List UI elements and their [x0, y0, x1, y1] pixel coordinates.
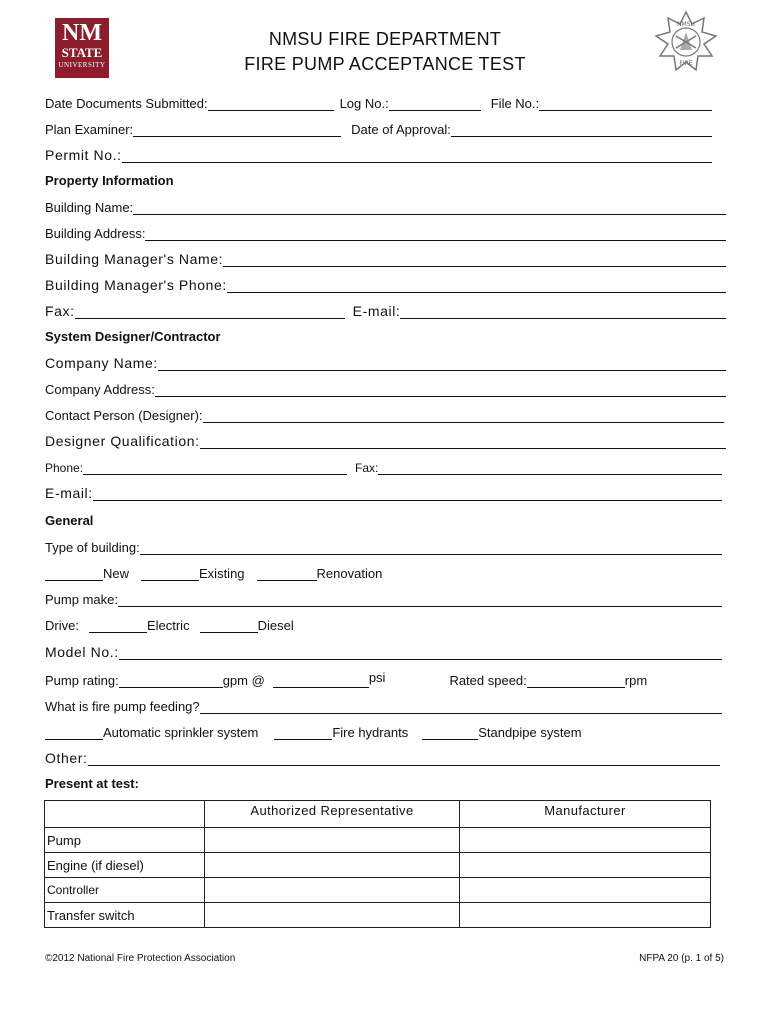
plan-examiner-field[interactable] — [133, 122, 341, 137]
renovation-label: Renovation — [316, 566, 383, 581]
pump-make-label: Pump make: — [45, 592, 118, 607]
electric-label: Electric — [146, 618, 190, 633]
file-no-field[interactable] — [539, 96, 712, 111]
feeding-field[interactable] — [200, 699, 722, 714]
other-row — [45, 748, 726, 766]
standpipe-field[interactable] — [422, 725, 478, 740]
property-fax-email-row — [45, 301, 726, 319]
table-cell[interactable] — [205, 828, 460, 853]
col-authorized-representative: Authorized Representative — [205, 801, 460, 828]
permit-no-field[interactable] — [122, 148, 712, 163]
log-no-field[interactable] — [389, 96, 481, 111]
type-building-field[interactable] — [140, 540, 722, 555]
hydrants-field[interactable] — [274, 725, 332, 740]
gpm-field[interactable] — [119, 673, 223, 688]
renovation-field[interactable] — [257, 566, 317, 581]
designer-phone-fax-row — [45, 457, 726, 475]
designer-email-label: E-mail: — [45, 485, 93, 501]
table-cell[interactable] — [205, 853, 460, 878]
hydrants-label: Fire hydrants — [332, 725, 409, 740]
building-name-row — [45, 197, 726, 215]
designer-phone-label: Phone: — [45, 461, 84, 475]
auto-sprinkler-field[interactable] — [45, 725, 103, 740]
new-field[interactable] — [45, 566, 103, 581]
company-address-field[interactable] — [155, 382, 726, 397]
designer-fax-label: Fax: — [355, 461, 379, 475]
other-label: Other: — [45, 750, 88, 766]
page-subtitle: FIRE PUMP ACCEPTANCE TEST — [244, 54, 526, 74]
designer-email-row — [45, 483, 726, 501]
psi-label: psi — [368, 670, 386, 685]
logo-university: UNIVERSITY — [58, 61, 106, 69]
logo-nm: NM — [62, 20, 102, 46]
auto-sprinkler-label: Automatic sprinkler system — [103, 725, 259, 740]
other-field[interactable] — [88, 751, 720, 766]
date-approval-label: Date of Approval: — [351, 122, 451, 137]
property-fax-label: Fax: — [45, 303, 75, 319]
feeding-options-row — [45, 722, 726, 740]
table-cell[interactable] — [460, 878, 711, 903]
drive-row — [45, 615, 726, 633]
designer-fax-field[interactable] — [378, 460, 722, 475]
date-submitted-label: Date Documents Submitted: — [45, 96, 208, 111]
table-cell[interactable] — [460, 853, 711, 878]
building-address-field[interactable] — [145, 226, 726, 241]
type-building-row — [45, 537, 726, 555]
logo-state: STATE — [61, 45, 103, 60]
file-no-label: File No.: — [490, 96, 540, 111]
rated-speed-field[interactable] — [527, 673, 625, 688]
existing-field[interactable] — [141, 566, 199, 581]
contact-person-row — [45, 405, 726, 423]
table-cell[interactable] — [460, 828, 711, 853]
examiner-row — [45, 119, 726, 137]
date-submitted-field[interactable] — [208, 96, 334, 111]
permit-no-label: Permit No.: — [45, 147, 122, 163]
qualification-label: Designer Qualification: — [45, 433, 200, 449]
model-no-field[interactable] — [119, 645, 722, 660]
company-name-row — [45, 353, 726, 371]
property-fax-field[interactable] — [75, 304, 345, 319]
present-heading: Present at test: — [45, 776, 139, 791]
model-no-row — [45, 642, 726, 660]
table-corner-cell — [45, 801, 205, 828]
pump-make-row — [45, 589, 726, 607]
manager-name-label: Building Manager's Name: — [45, 251, 224, 267]
permit-row — [45, 145, 726, 163]
footer-copyright: ©2012 National Fire Protection Association — [45, 953, 236, 964]
pump-rating-row — [45, 670, 726, 688]
table-cell[interactable] — [460, 903, 711, 928]
table-cell[interactable] — [205, 878, 460, 903]
emblem-top-text: NMSU — [677, 21, 695, 28]
property-email-field[interactable] — [400, 304, 726, 319]
building-name-label: Building Name: — [45, 200, 134, 215]
existing-label: Existing — [199, 566, 245, 581]
new-label: New — [103, 566, 130, 581]
standpipe-label: Standpipe system — [478, 725, 582, 740]
date-approval-field[interactable] — [451, 122, 712, 137]
col-manufacturer: Manufacturer — [460, 801, 711, 828]
electric-field[interactable] — [89, 618, 147, 633]
present-at-test-table — [44, 800, 711, 928]
rpm-label: rpm — [624, 673, 648, 688]
type-building-label: Type of building: — [45, 540, 140, 555]
company-address-label: Company Address: — [45, 382, 155, 397]
designer-email-field[interactable] — [93, 486, 722, 501]
building-name-field[interactable] — [133, 200, 726, 215]
designer-heading: System Designer/Contractor — [45, 329, 221, 344]
fire-department-emblem-icon — [654, 10, 718, 74]
psi-field[interactable] — [273, 673, 369, 688]
designer-phone-field[interactable] — [83, 460, 347, 475]
submission-row — [45, 93, 726, 111]
pump-rating-label: Pump rating: — [45, 673, 119, 688]
row-label: Transfer switch — [45, 903, 205, 928]
table-row — [45, 853, 711, 878]
diesel-field[interactable] — [200, 618, 258, 633]
model-no-label: Model No.: — [45, 644, 119, 660]
table-row — [45, 903, 711, 928]
property-heading: Property Information — [45, 173, 174, 188]
table-header-row — [45, 801, 711, 828]
row-label: Controller — [45, 878, 205, 903]
building-address-label: Building Address: — [45, 226, 146, 241]
manager-name-row — [45, 249, 726, 267]
contact-person-field[interactable] — [203, 408, 724, 423]
gpm-label: gpm @ — [222, 673, 265, 688]
row-label: Engine (if diesel) — [45, 853, 205, 878]
building-address-row — [45, 223, 726, 241]
manager-phone-row — [45, 275, 726, 293]
manager-phone-field[interactable] — [227, 278, 726, 293]
manager-name-field[interactable] — [223, 252, 726, 267]
plan-examiner-label: Plan Examiner: — [45, 122, 134, 137]
drive-label: Drive: — [45, 618, 79, 633]
diesel-label: Diesel — [257, 618, 294, 633]
table-cell[interactable] — [205, 903, 460, 928]
company-name-label: Company Name: — [45, 355, 158, 371]
company-address-row — [45, 379, 726, 397]
row-label: Pump — [45, 828, 205, 853]
manager-phone-label: Building Manager's Phone: — [45, 277, 227, 293]
qualification-field[interactable] — [200, 434, 726, 449]
feeding-label: What is fire pump feeding? — [45, 699, 200, 714]
table-row — [45, 828, 711, 853]
footer-page-number: NFPA 20 (p. 1 of 5) — [639, 953, 724, 964]
pump-make-field[interactable] — [118, 592, 722, 607]
general-heading: General — [45, 513, 94, 528]
building-status-row — [45, 563, 726, 581]
qualification-row — [45, 431, 726, 449]
company-name-field[interactable] — [158, 356, 726, 371]
table-row — [45, 878, 711, 903]
property-email-label: E-mail: — [352, 303, 401, 319]
rated-speed-label: Rated speed: — [449, 673, 527, 688]
emblem-bottom-text: FIRE — [679, 60, 693, 67]
contact-person-label: Contact Person (Designer): — [45, 408, 203, 423]
feeding-row — [45, 696, 726, 714]
page-title: NMSU FIRE DEPARTMENT — [268, 29, 502, 49]
log-no-label: Log No.: — [339, 96, 389, 111]
